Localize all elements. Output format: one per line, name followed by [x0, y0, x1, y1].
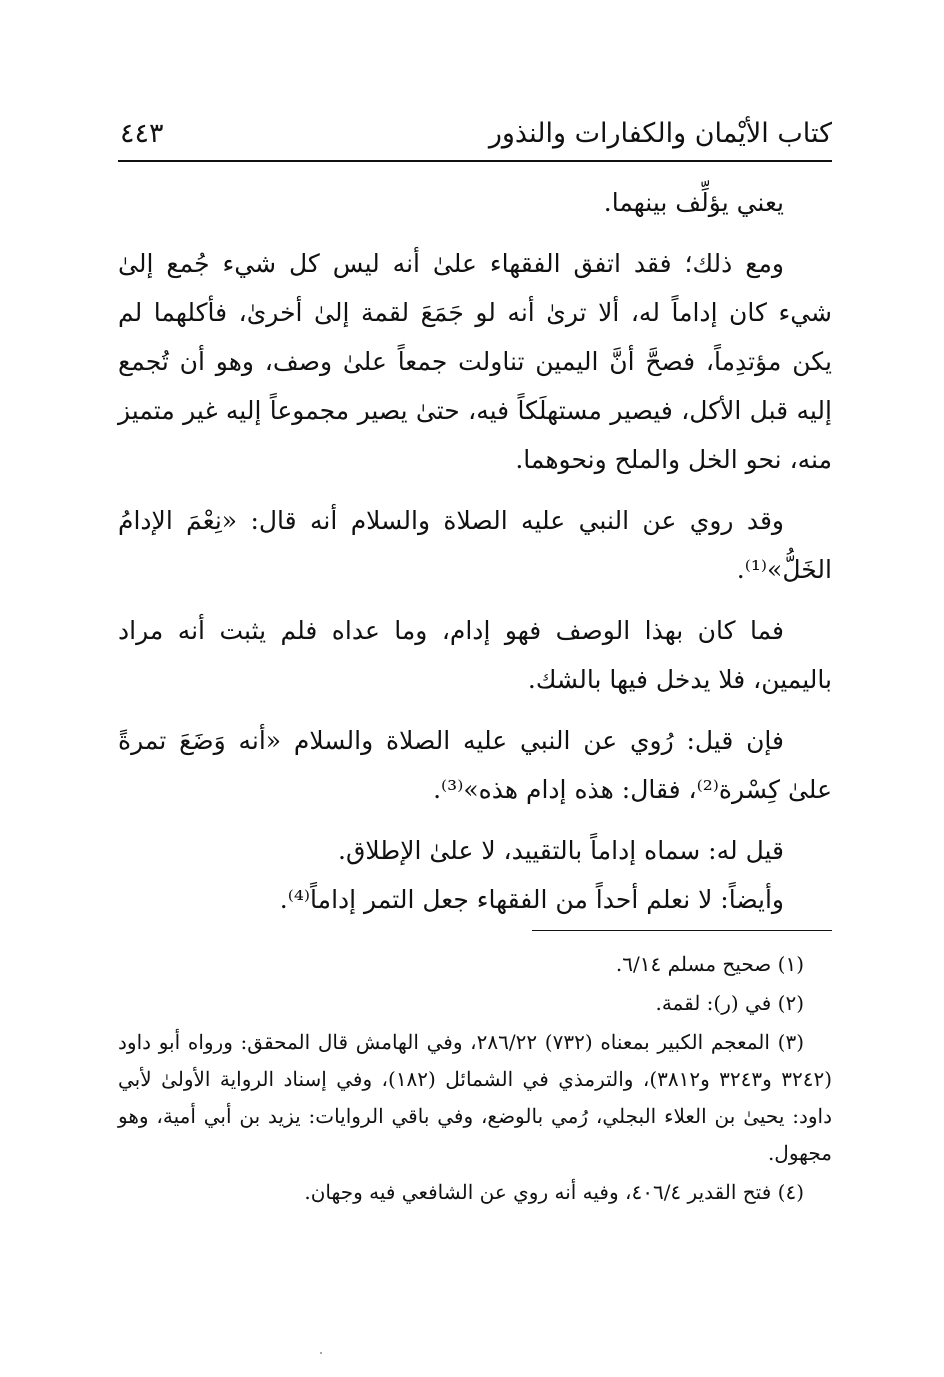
- running-header: [118, 112, 832, 162]
- paragraph: يعني يؤلِّف بينهما.: [603, 188, 784, 217]
- chapter-title: كتاب الأيْمان والكفارات والنذور: [488, 118, 832, 149]
- page-number: ٤٤٣: [120, 118, 164, 149]
- paragraph: فإن قيل: رُوي عن النبي عليه الصلاة والسلام «أنه وَضَعَ تمرةً علىٰ كِسْرة⁽²⁾، فقال: هذه إدام هذه»⁽³⁾.: [118, 726, 832, 804]
- footnote: (٤) فتح القدير ٤٠٦/٤، وفيه أنه روي عن الشافعي فيه وجهان.: [304, 1180, 804, 1204]
- speck: [320, 1352, 322, 1354]
- footnote-separator: [532, 930, 832, 931]
- main-text: [118, 178, 832, 924]
- paragraph: فما كان بهذا الوصف فهو إدام، وما عداه فلم يثبت أنه مراد باليمين، فلا يدخل فيها بالشك.: [118, 616, 832, 694]
- paragraph: وقد روي عن النبي عليه الصلاة والسلام أنه قال: «نِعْمَ الإدامُ الخَلُّ»⁽¹⁾.: [118, 506, 832, 584]
- footnotes: [118, 946, 832, 1213]
- paragraph: وأيضاً: لا نعلم أحداً من الفقهاء جعل التمر إداماً⁽⁴⁾.: [279, 885, 784, 914]
- footnote: (٣) المعجم الكبير بمعناه (٧٣٢) ٢٨٦/٢٢، وفي الهامش قال المحقق: ورواه أبو داود (٣٢٤٢ و٣٢٤٣ و٣٨١٢)، والترمذي في الشمائل (١٨٢)، وفي إسناد الرواية الأولىٰ لأبي داود: يحيىٰ بن العلاء البجلي، رُمي بالوضع، وفي باقي الروايات: يزيد بن أبي أمية، وهو مجهول.: [118, 1030, 832, 1165]
- paragraph: ومع ذلك؛ فقد اتفق الفقهاء علىٰ أنه ليس كل شيء جُمع إلىٰ شيء كان إداماً له، ألا ترىٰ أنه لو جَمَعَ لقمة إلىٰ أخرىٰ، فأكلهما لم يكن مؤتدِماً، فصحَّ أنَّ اليمين تناولت جمعاً علىٰ وصف، وهو أن تُجمع إليه قبل الأكل، فيصير مستهلَكاً فيه، حتىٰ يصير مجموعاً إليه غير متميز منه، نحو الخل والملح ونحوهما.: [118, 249, 832, 474]
- footnote: (٢) في (ر): لقمة.: [655, 991, 804, 1015]
- footnote: (١) صحيح مسلم ٦/١٤.: [615, 952, 804, 976]
- paragraph: قيل له: سماه إداماً بالتقييد، لا علىٰ الإطلاق.: [338, 836, 784, 865]
